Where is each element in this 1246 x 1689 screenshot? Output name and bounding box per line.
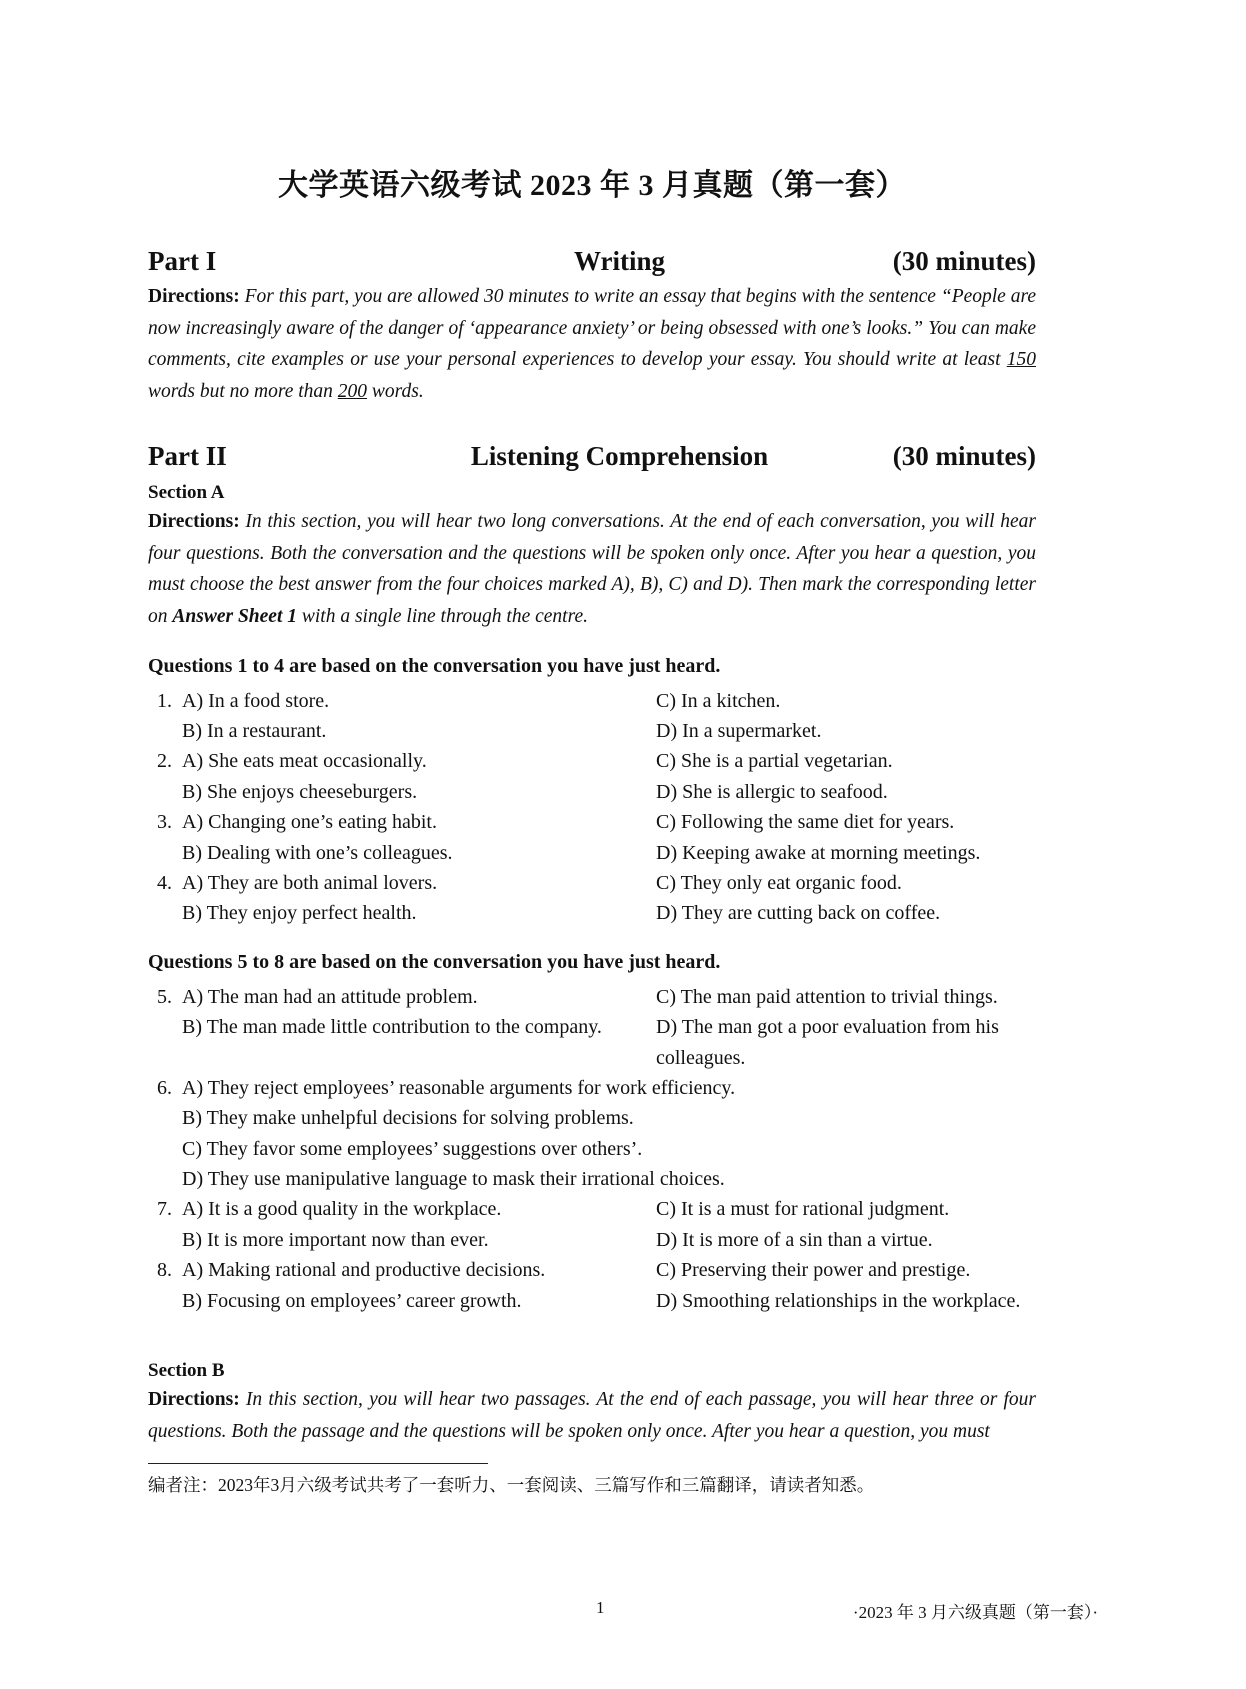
question-number: 3. [157, 811, 172, 834]
question-number: 4. [157, 871, 172, 894]
footer-exam-label: ·2023 年 3 月六级真题（第一套）· [852, 1603, 1098, 1622]
option-a[interactable]: A) They are both animal lovers. [182, 871, 438, 894]
section-a-directions [148, 506, 1036, 632]
option-d[interactable]: D) She is allergic to seafood. [656, 780, 888, 803]
option-c[interactable]: C) They only eat organic food. [656, 871, 902, 894]
question-2 [148, 746, 1036, 807]
question-3 [148, 807, 1036, 868]
option-d[interactable]: D) Keeping awake at morning meetings. [656, 841, 981, 864]
option-c[interactable]: C) They favor some employees’ suggestions over others’. [182, 1137, 643, 1160]
option-a[interactable]: A) The man had an attitude problem. [182, 985, 478, 1008]
questions-1-4-intro: Questions 1 to 4 are based on the conversation you have just heard. [148, 654, 721, 677]
option-c[interactable]: C) In a kitchen. [656, 689, 781, 712]
option-d[interactable]: D) They are cutting back on coffee. [656, 902, 941, 925]
option-d[interactable]: D) In a supermarket. [656, 720, 822, 743]
part-2-time: (30 minutes) [892, 441, 1036, 472]
section-b-label: Section B [148, 1360, 225, 1382]
part-2-header [148, 441, 1036, 472]
min-words-value: 150 [1006, 349, 1036, 371]
question-number-spacer [148, 838, 182, 868]
directions-text-1: For this part, you are allowed 30 minutes to write an essay that begins with the sentence “People are now increasingly aware of the danger of ‘appearance anxiety’ or being obsessed with one’s looks.” You can make comments, cite examples or use your personal experiences to develop your essay. You should write at least [148, 286, 1037, 371]
option-c[interactable]: C) She is a partial vegetarian. [656, 750, 893, 773]
directions-label: Directions: [148, 511, 240, 533]
footnote-divider [148, 1463, 488, 1464]
question-number-spacer [148, 1012, 182, 1073]
directions-body: In this section, you will hear two passages. At the end of each passage, you will hear three or four questions. Both the passage and the questions will be spoken only once. After you hear a question, you must [148, 1389, 1037, 1442]
option-row [148, 1255, 1036, 1285]
option-b[interactable]: B) It is more important now than ever. [182, 1228, 489, 1251]
question-number-spacer [148, 1103, 182, 1133]
page-number: 1 [596, 1598, 605, 1617]
section-a-label: Section A [148, 482, 225, 504]
question-5 [148, 982, 1036, 1073]
question-number: 6. [157, 1076, 172, 1099]
question-number-spacer [148, 777, 182, 807]
option-b[interactable]: B) The man made little contribution to the company. [182, 1016, 602, 1039]
option-a[interactable]: A) They reject employees’ reasonable arguments for work efficiency. [182, 1076, 736, 1099]
directions-text-1: In this section, you will hear two long conversations. At the end of each conversation, you will hear four questions. Both the conversation and the questions will be spoken only once. After you hear a question, you must choose the best answer from the four choices marked A), B), C) and D). Then mark the corresponding letter on [148, 511, 1036, 628]
page-content [148, 160, 1036, 1498]
option-d[interactable]: D) Smoothing relationships in the workplace. [656, 1289, 1021, 1312]
question-number: 1. [157, 689, 172, 712]
spacer [148, 1316, 1036, 1350]
option-a[interactable]: A) She eats meat occasionally. [182, 750, 427, 773]
option-c[interactable]: C) Following the same diet for years. [656, 811, 955, 834]
part-1-name: Writing [573, 246, 665, 276]
option-row [148, 777, 1036, 807]
question-number: 8. [157, 1259, 172, 1282]
question-number-spacer [148, 716, 182, 746]
option-row [148, 746, 1036, 776]
option-d[interactable]: D) It is more of a sin than a virtue. [656, 1228, 933, 1251]
option-row [148, 1194, 1036, 1224]
part-1-label: Part I [148, 246, 217, 276]
part-1-time: (30 minutes) [892, 246, 1036, 276]
directions-text-3: words. [367, 380, 424, 402]
question-4 [148, 868, 1036, 929]
spacer [148, 929, 1036, 951]
option-d[interactable]: D) The man got a poor evaluation from his colleagues. [656, 1016, 999, 1069]
option-row [148, 686, 1036, 716]
option-b[interactable]: B) They make unhelpful decisions for solving problems. [182, 1107, 634, 1130]
option-b[interactable]: B) In a restaurant. [182, 720, 327, 743]
directions-text-2: with a single line through the centre. [296, 606, 588, 628]
option-b[interactable]: B) She enjoys cheeseburgers. [182, 780, 418, 803]
option-row [148, 807, 1036, 837]
section-b-directions [148, 1384, 1036, 1447]
option-a[interactable]: A) Changing one’s eating habit. [182, 811, 437, 834]
option-c[interactable]: C) The man paid attention to trivial things. [656, 985, 998, 1008]
option-c[interactable]: C) Preserving their power and prestige. [656, 1259, 971, 1282]
part-2-label: Part II [148, 441, 227, 472]
questions-5-8-intro: Questions 5 to 8 are based on the conversation you have just heard. [148, 950, 721, 973]
option-row [148, 1103, 1036, 1133]
option-row [148, 716, 1036, 746]
option-b[interactable]: B) They enjoy perfect health. [182, 902, 417, 925]
page-title: 大学英语六级考试 2023 年 3 月真题（第一套） [278, 169, 906, 202]
option-row [148, 868, 1036, 898]
question-number: 5. [157, 985, 172, 1008]
questions-1-4-list [148, 686, 1036, 929]
option-row [148, 1073, 1036, 1103]
question-number-spacer [148, 1134, 182, 1164]
answer-sheet-reference: Answer Sheet 1 [172, 606, 297, 628]
directions-label: Directions: [148, 1389, 240, 1411]
option-row [148, 1286, 1036, 1316]
question-7 [148, 1194, 1036, 1255]
directions-body [148, 511, 1036, 627]
max-words-value: 200 [337, 380, 368, 402]
option-row [148, 1134, 1036, 1164]
option-c[interactable]: C) It is a must for rational judgment. [656, 1198, 950, 1221]
part-2-name: Listening Comprehension [470, 441, 769, 472]
question-number: 2. [157, 750, 172, 773]
part-1-header [148, 246, 1036, 277]
directions-body [148, 286, 1036, 402]
question-number-spacer [148, 1225, 182, 1255]
option-row [148, 838, 1036, 868]
part-1-directions [148, 281, 1036, 407]
question-number-spacer [148, 1164, 182, 1194]
option-d[interactable]: D) They use manipulative language to mask their irrational choices. [182, 1168, 725, 1191]
question-6 [148, 1073, 1036, 1195]
option-b[interactable]: B) Focusing on employees’ career growth. [182, 1289, 522, 1312]
option-a[interactable]: A) It is a good quality in the workplace. [182, 1198, 502, 1221]
directions-label: Directions: [148, 286, 240, 307]
option-row [148, 898, 1036, 928]
option-row [148, 1164, 1036, 1194]
editor-note: 编者注：2023年3月六级考试共考了一套听力、一套阅读、三篇写作和三篇翻译，请读者知悉。 [148, 1475, 875, 1496]
directions-text-2: words but no more than [148, 380, 338, 402]
question-number: 7. [157, 1198, 172, 1221]
questions-5-8-list [148, 982, 1036, 1316]
question-1 [148, 686, 1036, 747]
option-a[interactable]: A) Making rational and productive decisions. [182, 1259, 546, 1282]
question-number-spacer [148, 1286, 182, 1316]
option-a[interactable]: A) In a food store. [182, 689, 330, 712]
spacer [148, 407, 1036, 441]
spacer [148, 633, 1036, 655]
option-b[interactable]: B) Dealing with one’s colleagues. [182, 841, 453, 864]
option-row [148, 1225, 1036, 1255]
page-footer [148, 1598, 1098, 1623]
option-row [148, 982, 1036, 1012]
question-number-spacer [148, 898, 182, 928]
option-row [148, 1012, 1036, 1073]
question-8 [148, 1255, 1036, 1316]
